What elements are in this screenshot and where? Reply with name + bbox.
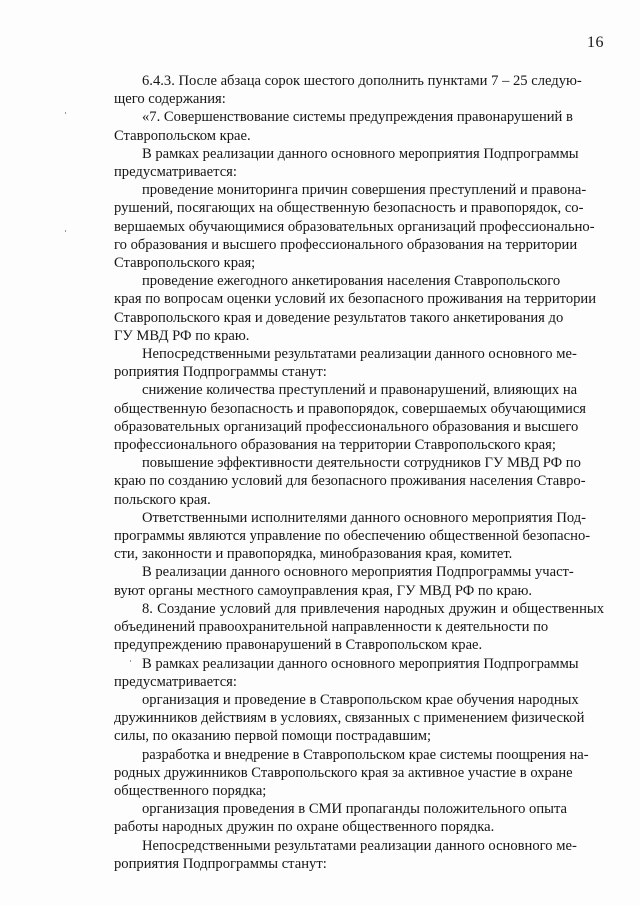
paragraph: В рамках реализации данного основного мероприятия Подпрограммы предусматривается: — [114, 145, 579, 181]
body-text — [114, 72, 604, 873]
paragraph: снижение количества преступлений и правонарушений, влияющих на общественную безопасность и правопорядок, совершаемых обучающимися образовательных организаций профессионального образования и высшего профессионального образования на территории Ставропольского края; — [114, 382, 587, 454]
paragraph: разработка и внедрение в Ставропольском крае системы поощрения на- родных дружинников Ставропольского края за активное участие в охране общественного порядка; — [114, 746, 589, 799]
paragraph: В реализации данного основного мероприятия Подпрограммы участ- вуют органы местного самоуправления края, ГУ МВД РФ по краю. — [114, 564, 574, 599]
scan-speck — [65, 112, 66, 114]
paragraph: повышение эффективности деятельности сотрудников ГУ МВД РФ по краю по созданию условий для безопасного проживания населения Ставро- польского края. — [114, 455, 586, 508]
paragraph: организация проведения в СМИ пропаганды положительного опыта работы народных дружин по охране общественного порядка. — [114, 801, 567, 836]
paragraph: Ответственными исполнителями данного основного мероприятия Под- программы являются управление по обеспечению общественной безопасно- сти, законности и правопорядка, минобразования края, комитет. — [114, 509, 591, 563]
paragraph: проведение мониторинга причин совершения преступлений и правона- рушений, посягающих на общественную безопасность и правопорядок, со- вершаемых обучающимися образовательных организаций профессионально- го образования и высшего профессионального образования на территории Ставропольского края; — [114, 182, 595, 272]
paragraph: Непосредственными результатами реализации данного основного ме- роприятия Подпрограммы станут: — [114, 837, 577, 872]
scan-speck — [65, 230, 66, 232]
page-number: 16 — [587, 34, 604, 51]
paragraph: 6.4.3. После абзаца сорок шестого дополнить пунктами 7 – 25 следую- щего содержания: — [114, 73, 582, 108]
paragraph: «7. Совершенствование системы предупреждения правонарушений в Ставропольском крае. — [114, 109, 573, 144]
paragraph: В рамках реализации данного основного мероприятия Подпрограммы предусматривается: — [114, 655, 579, 690]
paragraph: организация и проведение в Ставропольском крае обучения народных дружинников действиям в условиях, связанных с применением физической силы, по оказанию первой помощи пострадавшим; — [114, 691, 585, 745]
paragraph: проведение ежегодного анкетирования населения Ставропольского края по вопросам оценки условий их безопасного проживания на территории Ставропольского края и доведение результатов такого анкетирования до ГУ МВД РФ по краю. — [114, 273, 597, 344]
paragraph: Непосредственными результатами реализации данного основного ме- роприятия Подпрограммы станут: — [114, 346, 577, 381]
paragraph: 8. Создание условий для привлечения народных дружин и общественных объединений правоохранительной направленности к деятельности по предупреждению правонарушений в Ставропольском крае. — [114, 600, 604, 654]
